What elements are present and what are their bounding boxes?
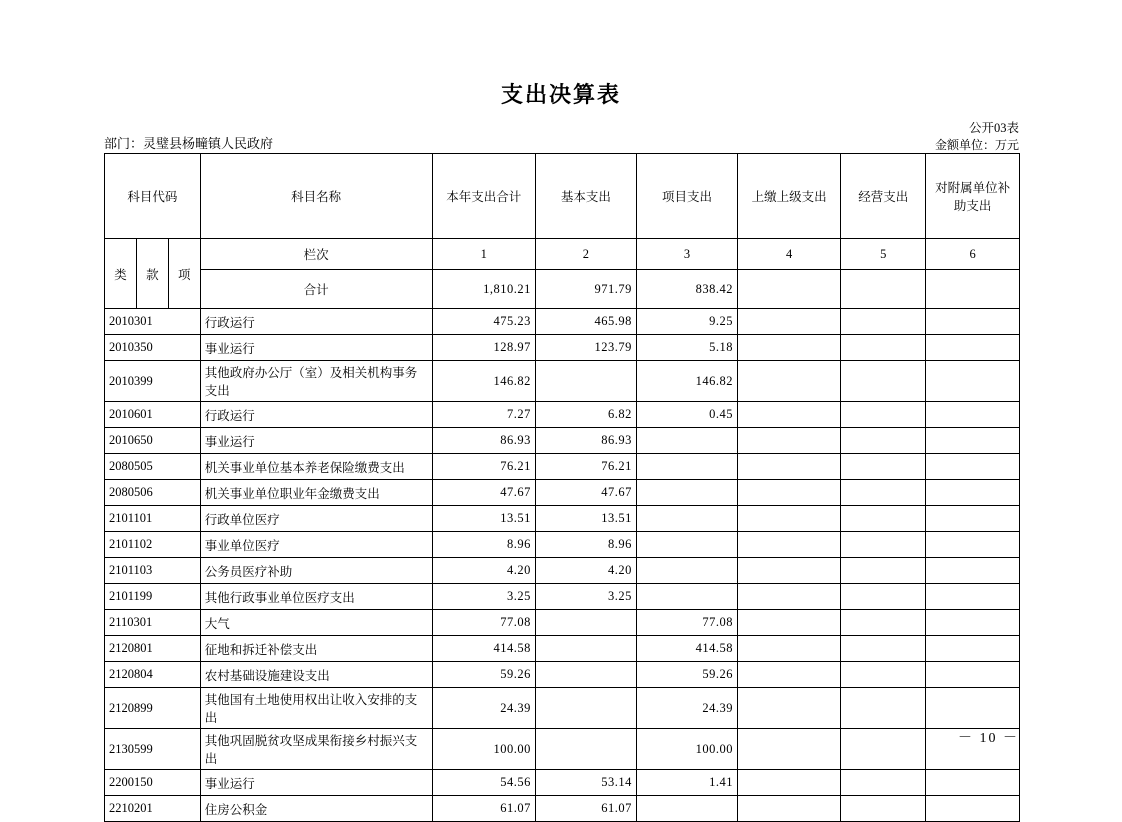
row-col6 bbox=[926, 610, 1020, 636]
row-col3: 9.25 bbox=[636, 309, 737, 335]
row-code: 2010601 bbox=[105, 402, 201, 428]
row-col5 bbox=[841, 506, 926, 532]
row-col2 bbox=[535, 361, 636, 402]
table-row bbox=[105, 532, 1020, 558]
row-name: 其他政府办公厅（室）及相关机构事务支出 bbox=[200, 361, 432, 402]
table-row bbox=[105, 428, 1020, 454]
table-row bbox=[105, 662, 1020, 688]
row-col6 bbox=[926, 309, 1020, 335]
row-col6 bbox=[926, 402, 1020, 428]
row-col5 bbox=[841, 532, 926, 558]
row-col1: 13.51 bbox=[432, 506, 535, 532]
row-col4 bbox=[737, 558, 840, 584]
row-col4 bbox=[737, 402, 840, 428]
header-col1: 本年支出合计 bbox=[432, 154, 535, 239]
expenditure-table bbox=[104, 153, 1020, 822]
row-col5 bbox=[841, 428, 926, 454]
row-col2: 76.21 bbox=[535, 454, 636, 480]
row-col5 bbox=[841, 770, 926, 796]
row-col4 bbox=[737, 688, 840, 729]
row-col5 bbox=[841, 558, 926, 584]
row-name: 大气 bbox=[200, 610, 432, 636]
row-col4 bbox=[737, 428, 840, 454]
row-name: 机关事业单位职业年金缴费支出 bbox=[200, 480, 432, 506]
subheader-item: 项 bbox=[168, 239, 200, 309]
row-name: 行政运行 bbox=[200, 309, 432, 335]
table-header-row bbox=[105, 154, 1020, 239]
table-row bbox=[105, 796, 1020, 822]
row-col3: 414.58 bbox=[636, 636, 737, 662]
row-code: 2010650 bbox=[105, 428, 201, 454]
row-col5 bbox=[841, 480, 926, 506]
row-code: 2130599 bbox=[105, 729, 201, 770]
row-col2 bbox=[535, 729, 636, 770]
row-col3: 100.00 bbox=[636, 729, 737, 770]
row-name: 住房公积金 bbox=[200, 796, 432, 822]
row-code: 2110301 bbox=[105, 610, 201, 636]
table-row bbox=[105, 770, 1020, 796]
row-col5 bbox=[841, 335, 926, 361]
row-col6 bbox=[926, 335, 1020, 361]
header-col4: 上缴上级支出 bbox=[737, 154, 840, 239]
row-col1: 146.82 bbox=[432, 361, 535, 402]
amount-unit-label: 金额单位：万元 bbox=[934, 138, 1019, 152]
row-name: 其他行政事业单位医疗支出 bbox=[200, 584, 432, 610]
row-col2: 3.25 bbox=[535, 584, 636, 610]
header-col2: 基本支出 bbox=[535, 154, 636, 239]
table-row bbox=[105, 558, 1020, 584]
row-col3: 1.41 bbox=[636, 770, 737, 796]
row-col6 bbox=[926, 662, 1020, 688]
table-row bbox=[105, 688, 1020, 729]
row-col4 bbox=[737, 662, 840, 688]
row-col3 bbox=[636, 480, 737, 506]
column-number-4: 4 bbox=[737, 239, 840, 270]
row-col5 bbox=[841, 454, 926, 480]
row-col6 bbox=[926, 480, 1020, 506]
row-code: 2200150 bbox=[105, 770, 201, 796]
row-name: 其他巩固脱贫攻坚成果衔接乡村振兴支出 bbox=[200, 729, 432, 770]
form-number: 公开03表 bbox=[968, 121, 1019, 135]
row-name: 公务员医疗补助 bbox=[200, 558, 432, 584]
row-code: 2120899 bbox=[105, 688, 201, 729]
subheader-class: 类 bbox=[105, 239, 137, 309]
row-name: 事业运行 bbox=[200, 770, 432, 796]
row-col5 bbox=[841, 361, 926, 402]
row-col2: 465.98 bbox=[535, 309, 636, 335]
row-col6 bbox=[926, 584, 1020, 610]
page-number: － 10 － bbox=[958, 731, 1019, 746]
row-col5 bbox=[841, 402, 926, 428]
row-col2: 8.96 bbox=[535, 532, 636, 558]
row-col3: 0.45 bbox=[636, 402, 737, 428]
total-col6 bbox=[926, 270, 1020, 309]
row-col5 bbox=[841, 688, 926, 729]
row-name: 行政单位医疗 bbox=[200, 506, 432, 532]
row-col2: 86.93 bbox=[535, 428, 636, 454]
row-col5 bbox=[841, 636, 926, 662]
total-label: 合计 bbox=[200, 270, 432, 309]
row-col2: 53.14 bbox=[535, 770, 636, 796]
row-col3: 24.39 bbox=[636, 688, 737, 729]
row-col4 bbox=[737, 770, 840, 796]
total-col5 bbox=[841, 270, 926, 309]
row-col5 bbox=[841, 610, 926, 636]
row-code: 2120804 bbox=[105, 662, 201, 688]
row-col1: 61.07 bbox=[432, 796, 535, 822]
row-col2: 61.07 bbox=[535, 796, 636, 822]
row-col2: 6.82 bbox=[535, 402, 636, 428]
row-col6 bbox=[926, 532, 1020, 558]
table-row bbox=[105, 506, 1020, 532]
row-col6 bbox=[926, 688, 1020, 729]
row-col4 bbox=[737, 796, 840, 822]
row-col3: 5.18 bbox=[636, 335, 737, 361]
row-col5 bbox=[841, 662, 926, 688]
row-col3: 77.08 bbox=[636, 610, 737, 636]
row-col1: 24.39 bbox=[432, 688, 535, 729]
column-number-6: 6 bbox=[926, 239, 1020, 270]
row-col1: 54.56 bbox=[432, 770, 535, 796]
row-code: 2010399 bbox=[105, 361, 201, 402]
table-row bbox=[105, 610, 1020, 636]
table-row bbox=[105, 584, 1020, 610]
row-code: 2010301 bbox=[105, 309, 201, 335]
total-col4 bbox=[737, 270, 840, 309]
row-code: 2080506 bbox=[105, 480, 201, 506]
total-col3: 838.42 bbox=[636, 270, 737, 309]
column-number-1: 1 bbox=[432, 239, 535, 270]
row-col6 bbox=[926, 454, 1020, 480]
column-number-row bbox=[105, 239, 1020, 270]
row-col4 bbox=[737, 309, 840, 335]
row-col4 bbox=[737, 480, 840, 506]
row-col6 bbox=[926, 558, 1020, 584]
row-col2: 47.67 bbox=[535, 480, 636, 506]
row-col6 bbox=[926, 636, 1020, 662]
row-col1: 47.67 bbox=[432, 480, 535, 506]
table-row bbox=[105, 309, 1020, 335]
row-col3 bbox=[636, 506, 737, 532]
row-col6 bbox=[926, 770, 1020, 796]
row-col2: 4.20 bbox=[535, 558, 636, 584]
row-col4 bbox=[737, 361, 840, 402]
row-col1: 100.00 bbox=[432, 729, 535, 770]
row-col4 bbox=[737, 610, 840, 636]
table-row bbox=[105, 402, 1020, 428]
row-name: 行政运行 bbox=[200, 402, 432, 428]
row-code: 2101101 bbox=[105, 506, 201, 532]
total-col2: 971.79 bbox=[535, 270, 636, 309]
header-name: 科目名称 bbox=[200, 154, 432, 239]
row-col6 bbox=[926, 428, 1020, 454]
row-col1: 77.08 bbox=[432, 610, 535, 636]
row-col1: 128.97 bbox=[432, 335, 535, 361]
row-col3 bbox=[636, 584, 737, 610]
header-col6: 对附属单位补助支出 bbox=[926, 154, 1020, 239]
header-col5: 经营支出 bbox=[841, 154, 926, 239]
row-col4 bbox=[737, 506, 840, 532]
row-name: 征地和拆迁补偿支出 bbox=[200, 636, 432, 662]
row-code: 2120801 bbox=[105, 636, 201, 662]
table-row bbox=[105, 480, 1020, 506]
row-col3 bbox=[636, 532, 737, 558]
row-code: 2101102 bbox=[105, 532, 201, 558]
column-row-label: 栏次 bbox=[200, 239, 432, 270]
subheader-section: 款 bbox=[136, 239, 168, 309]
column-number-3: 3 bbox=[636, 239, 737, 270]
row-name: 事业运行 bbox=[200, 335, 432, 361]
row-col5 bbox=[841, 584, 926, 610]
row-code: 2080505 bbox=[105, 454, 201, 480]
row-col6 bbox=[926, 361, 1020, 402]
row-col3 bbox=[636, 796, 737, 822]
row-col5 bbox=[841, 309, 926, 335]
row-code: 2210201 bbox=[105, 796, 201, 822]
total-col1: 1,810.21 bbox=[432, 270, 535, 309]
row-code: 2101199 bbox=[105, 584, 201, 610]
row-col1: 3.25 bbox=[432, 584, 535, 610]
row-col1: 86.93 bbox=[432, 428, 535, 454]
row-col4 bbox=[737, 636, 840, 662]
row-col2 bbox=[535, 636, 636, 662]
row-col1: 7.27 bbox=[432, 402, 535, 428]
table-row bbox=[105, 454, 1020, 480]
row-col1: 76.21 bbox=[432, 454, 535, 480]
row-col1: 8.96 bbox=[432, 532, 535, 558]
row-name: 农村基础设施建设支出 bbox=[200, 662, 432, 688]
header-col3: 项目支出 bbox=[636, 154, 737, 239]
row-name: 事业运行 bbox=[200, 428, 432, 454]
page-title: 支出决算表 bbox=[500, 82, 621, 107]
row-col5 bbox=[841, 796, 926, 822]
row-col2: 13.51 bbox=[535, 506, 636, 532]
row-col5 bbox=[841, 729, 926, 770]
row-col3: 146.82 bbox=[636, 361, 737, 402]
row-col4 bbox=[737, 584, 840, 610]
total-row bbox=[105, 270, 1020, 309]
row-col3 bbox=[636, 558, 737, 584]
column-number-5: 5 bbox=[841, 239, 926, 270]
row-code: 2101103 bbox=[105, 558, 201, 584]
row-col3 bbox=[636, 454, 737, 480]
row-col2 bbox=[535, 662, 636, 688]
header-code: 科目代码 bbox=[105, 154, 201, 239]
row-name: 其他国有土地使用权出让收入安排的支出 bbox=[200, 688, 432, 729]
department-label: 部门：灵璧县杨疃镇人民政府 bbox=[104, 136, 274, 151]
row-col4 bbox=[737, 335, 840, 361]
row-col6 bbox=[926, 506, 1020, 532]
row-col1: 414.58 bbox=[432, 636, 535, 662]
row-col1: 4.20 bbox=[432, 558, 535, 584]
row-col1: 59.26 bbox=[432, 662, 535, 688]
table-row bbox=[105, 335, 1020, 361]
column-number-2: 2 bbox=[535, 239, 636, 270]
row-col3 bbox=[636, 428, 737, 454]
table-row bbox=[105, 636, 1020, 662]
row-name: 事业单位医疗 bbox=[200, 532, 432, 558]
table-row bbox=[105, 361, 1020, 402]
table-row bbox=[105, 729, 1020, 770]
row-col3: 59.26 bbox=[636, 662, 737, 688]
row-col1: 475.23 bbox=[432, 309, 535, 335]
row-code: 2010350 bbox=[105, 335, 201, 361]
row-col2: 123.79 bbox=[535, 335, 636, 361]
row-col2 bbox=[535, 688, 636, 729]
row-col4 bbox=[737, 532, 840, 558]
row-col2 bbox=[535, 610, 636, 636]
row-col4 bbox=[737, 729, 840, 770]
row-col6 bbox=[926, 796, 1020, 822]
row-col4 bbox=[737, 454, 840, 480]
row-name: 机关事业单位基本养老保险缴费支出 bbox=[200, 454, 432, 480]
